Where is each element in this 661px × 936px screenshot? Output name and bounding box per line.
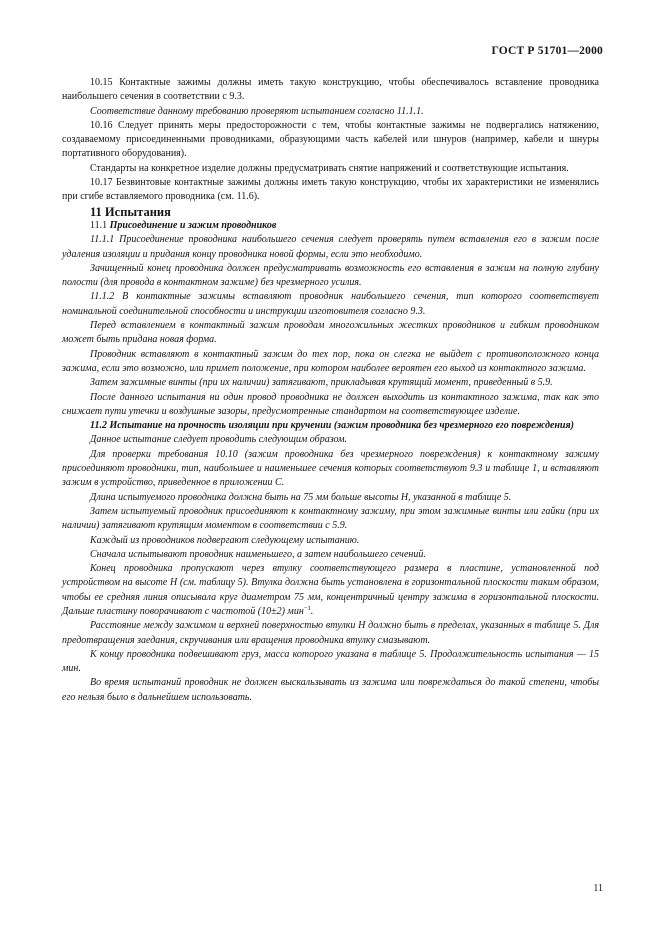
document-designation: ГОСТ Р 51701—2000 xyxy=(491,45,603,57)
subsection-11-1-number: 11.1 xyxy=(90,219,110,231)
clause-11-2-length: Длина испытуемого проводника должна быть на 75 мм больше высоты H, указанной в таблице 5. xyxy=(90,491,512,503)
clause-10-17: 10.17 Безвинтовые контактные зажимы должны иметь такую конструкцию, чтобы их характеристики не изменялись при сгибе вставляемого проводника (см. 11.6). xyxy=(62,177,599,203)
clause-11-2-intro: Данное испытание следует проводить следующим образом. xyxy=(90,434,347,446)
clause-10-15-compliance: Соответствие данному требованию проверяют испытанием согласно 11.1.1. xyxy=(90,105,424,117)
clause-11-1-2-insert: Проводник вставляют в контактный зажим до тех пор, пока он слегка не выйдет с противоположного конца зажима, если это возможно, или примет положение, при котором наиболее вероятен его выход из контактного зажима. xyxy=(62,348,599,374)
page-number: 11 xyxy=(593,883,603,894)
clause-11-2-connect: Затем испытуемый проводник присоединяют к контактному зажиму, при этом зажимные винты или гайки (при их наличии) затягивают крутящим моментом в соответствии с 5.9. xyxy=(62,505,599,532)
clause-11-2-weight: К концу проводника подвешивают груз, масса которого указана в таблице 5. Продолжительность испытания — 15 мин. xyxy=(62,648,599,675)
clause-11-2-each: Каждый из проводников подвергают следующему испытанию. xyxy=(90,534,360,546)
clause-11-2-distance: Расстояние между зажимом и верхней поверхностью втулки H должно быть в пределах, указанных в таблице 5. Для предотвращения заедания, скручивания или вращения проводника втулку смазывают. xyxy=(62,620,599,646)
subsection-11-1-heading: Присоединение и зажим проводников xyxy=(109,219,277,231)
subsection-11-1-title xyxy=(62,219,599,233)
clause-11-1-2: 11.1.2 В контактные зажимы вставляют проводник наибольшего сечения, тип которого соответствует номинальной соединительной способности и инструкции изготовителя согласно 9.3. xyxy=(62,291,599,317)
clause-11-1-2-reshape: Перед вставлением в контактный зажим проводам многожильных жестких проводников и гибким проводником может быть придана новая форма. xyxy=(62,320,599,346)
page-body xyxy=(62,76,599,705)
frequency-exponent: −1 xyxy=(303,604,311,612)
subsection-11-2-title: 11.2 Испытание на прочность изоляции при кручении (зажим проводника без чрезмерного его повреждения) xyxy=(90,420,574,432)
clause-11-2-bushing-end: . xyxy=(310,605,314,617)
clause-11-2-check: Для проверки требования 10.10 (зажим проводника без чрезмерного повреждения) к контактному зажиму присоединяют проводники, тип, наибольшее и наименьшее сечения которых соответствуют 9.3 и таблице 1, и вставляют зажим в устройство, приведенное в приложении С. xyxy=(62,448,599,489)
clause-11-2-bushing xyxy=(62,562,599,619)
clause-11-2-result: Во время испытаний проводник не должен выскальзывать из зажима или повреждаться до такой степени, чтобы его нельзя было в дальнейшем использовать. xyxy=(62,677,599,703)
section-title: 11 Испытания xyxy=(90,204,171,219)
clause-11-2-bushing-text: Конец проводника пропускают через втулку соответствующего размера в пластине, установленной под устройством на высоте H (см. таблицу 5). Втулка должна быть установлена в горизонтальной плоскости таким образом, чтобы ее средняя линия описывала круг диаметром 75 мм, концентричный центру зажима в горизонтальной плоскости. Дальше пластину поворачивают с частотой (10±2) мин xyxy=(62,563,599,617)
clause-10-16-standards: Стандарты на конкретное изделие должны предусматривать снятие напряжений и соответствующие испытания. xyxy=(90,162,569,174)
clause-11-1-1-stripped-end: Зачищенный конец проводника должен предусматривать возможность его вставления в зажим на полную глубину полости (для провода в контактном зажиме) без чрезмерного усилия. xyxy=(62,262,599,289)
clause-11-1-1: 11.1.1 Присоединение проводника наибольшего сечения следует проверять путем вставления его в зажим после удаления изоляции и придания концу проводника новой формы, если это необходимо. xyxy=(62,234,599,260)
clause-11-1-2-tighten: Затем зажимные винты (при их наличии) затягивают, прикладывая крутящий момент, приведенный в 5.9. xyxy=(90,377,553,389)
clause-11-2-order: Сначала испытывают проводник наименьшего, а затем наибольшего сечений. xyxy=(90,548,426,560)
clause-10-16: 10.16 Следует принять меры предосторожности с тем, чтобы контактные зажимы не подвергались натяжению, создаваемому присоединенными проводниками, образующими часть кабелей или шнуров (например, кабели и шнуры портативного оборудования). xyxy=(62,119,599,160)
clause-11-1-2-result: После данного испытания ни один провод проводника не должен выходить из контактного зажима, так как это снижает пути утечки и воздушные зазоры, предусмотренные стандартом на соответствующее изделие. xyxy=(62,391,599,417)
clause-10-15: 10.15 Контактные зажимы должны иметь такую конструкцию, чтобы обеспечивалось вставление проводника наибольшего сечения в соответствии с 9.3. xyxy=(62,77,599,103)
